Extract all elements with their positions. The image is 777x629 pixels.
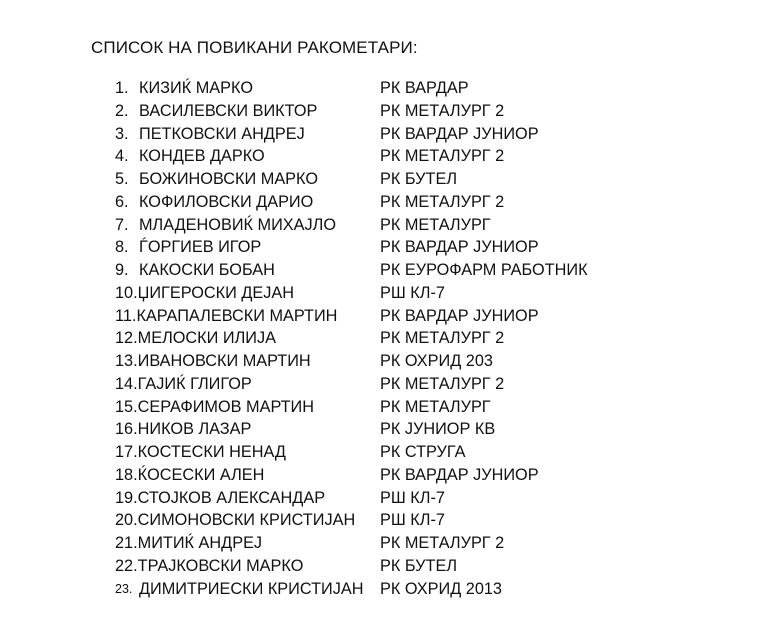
player-club: РК МЕТАЛУРГ 2 xyxy=(380,329,505,348)
player-row xyxy=(0,532,777,555)
player-row xyxy=(0,77,777,100)
player-club: РК МЕТАЛУРГ 2 xyxy=(380,534,505,552)
player-number-name xyxy=(115,487,325,510)
player-number-name xyxy=(115,441,286,464)
player-number: 13. xyxy=(115,352,138,370)
player-number-name xyxy=(115,305,337,328)
player-club: РК МЕТАЛУРГ 2 xyxy=(380,101,505,120)
player-club: РК МЕТАЛУРГ xyxy=(380,397,491,416)
player-number-name xyxy=(115,327,276,350)
player-name: КИЗИЌ МАРКО xyxy=(139,79,253,97)
player-club: РК МЕТАЛУРГ 2 xyxy=(380,147,505,166)
player-name: МИТИЌ АНДРЕЈ xyxy=(137,534,263,552)
player-row xyxy=(0,100,777,123)
player-name: ЌОСЕСКИ АЛЕН xyxy=(137,465,265,484)
player-row xyxy=(0,282,777,305)
player-row xyxy=(0,487,777,510)
player-name: КАКОСКИ БОБАН xyxy=(139,261,275,279)
player-row xyxy=(0,168,777,191)
player-list xyxy=(0,77,777,600)
player-club: РК СТРУГА xyxy=(380,443,466,461)
player-name: СТОЈКОВ АЛЕКСАНДАР xyxy=(137,488,326,507)
player-club: РК МЕТАЛУРГ 2 xyxy=(380,192,505,211)
player-name: ГАЈИЌ ГЛИГОР xyxy=(137,374,252,393)
player-row xyxy=(0,441,777,464)
player-number: 4. xyxy=(115,147,129,166)
player-row xyxy=(0,350,777,373)
player-number-name xyxy=(115,373,252,396)
player-club: РК ОХРИД 203 xyxy=(380,352,493,370)
player-row xyxy=(0,191,777,214)
player-row xyxy=(0,464,777,487)
player-name: МЛАДЕНОВИЌ МИХАЈЛО xyxy=(139,215,336,234)
player-name: СИМОНОВСКИ КРИСТИЈАН xyxy=(137,511,356,530)
player-club: РК ЈУНИОР КВ xyxy=(380,420,496,439)
player-number: 9. xyxy=(115,261,129,279)
player-number-name xyxy=(115,509,355,532)
player-number: 17. xyxy=(115,443,138,461)
player-club: РК ВАРДАР ЈУНИОР xyxy=(380,465,539,484)
player-name: КОНДЕВ ДАРКО xyxy=(139,147,265,166)
player-row xyxy=(0,418,777,441)
player-name: КАРАПАЛЕВСКИ МАРТИН xyxy=(136,306,338,325)
player-name: КОСТЕСКИ НЕНАД xyxy=(137,443,286,461)
player-number: 10. xyxy=(115,283,138,302)
player-row xyxy=(0,373,777,396)
player-number: 21. xyxy=(115,534,138,552)
player-row xyxy=(0,236,777,259)
player-club: РК ВАРДАР xyxy=(380,79,469,97)
player-number: 19. xyxy=(115,488,138,507)
player-row xyxy=(0,259,777,282)
player-club: РШ КЛ-7 xyxy=(380,488,445,507)
player-number: 16. xyxy=(115,420,138,439)
player-number-name xyxy=(115,418,251,441)
player-name: ИВАНОВСКИ МАРТИН xyxy=(137,352,311,370)
player-number: 20. xyxy=(115,511,138,530)
player-club: РК МЕТАЛУРГ 2 xyxy=(380,374,505,393)
player-name: ВАСИЛЕВСКИ ВИКТОР xyxy=(139,101,318,120)
player-number-name xyxy=(115,555,303,578)
player-name: ТРАЈКОВСКИ МАРКО xyxy=(137,556,304,575)
player-number-name xyxy=(115,532,262,555)
player-number-name xyxy=(115,282,294,305)
player-number-name xyxy=(115,464,264,487)
player-name: КОФИЛОВСКИ ДАРИО xyxy=(139,192,314,211)
player-club: РК ОХРИД 2013 xyxy=(380,579,502,598)
player-row xyxy=(0,578,777,601)
document-title: СПИСОК НА ПОВИКАНИ РАКОМЕТАРИ: xyxy=(91,38,418,57)
player-club: РШ КЛ-7 xyxy=(380,511,445,530)
player-number: 22. xyxy=(115,556,138,575)
player-number: 15. xyxy=(115,397,138,416)
player-row xyxy=(0,123,777,146)
player-number: 8. xyxy=(115,238,129,257)
player-name: ДИМИТРИЕСКИ КРИСТИЈАН xyxy=(139,579,364,598)
player-name: БОЖИНОВСКИ МАРКО xyxy=(139,170,318,188)
player-name: НИКОВ ЛАЗАР xyxy=(137,420,252,439)
player-club: РК ВАРДАР ЈУНИОР xyxy=(380,238,539,257)
player-number: 12. xyxy=(115,329,138,348)
player-name: ПЕТКОВСКИ АНДРЕЈ xyxy=(139,124,305,143)
player-number: 11. xyxy=(115,306,137,325)
player-club: РК ЕУРОФАРМ РАБОТНИК xyxy=(380,261,588,279)
player-club: РК БУТЕЛ xyxy=(380,170,458,188)
player-name: ЏИГЕРОСКИ ДЕЈАН xyxy=(137,283,294,302)
player-number: 5. xyxy=(115,170,129,188)
player-row xyxy=(0,396,777,419)
player-number: 14. xyxy=(115,374,138,393)
player-number: 7. xyxy=(115,215,129,234)
player-row xyxy=(0,145,777,168)
player-club: РК ВАРДАР ЈУНИОР xyxy=(380,124,539,143)
player-number-name xyxy=(115,350,311,373)
player-club: РК БУТЕЛ xyxy=(380,556,458,575)
player-row xyxy=(0,555,777,578)
player-number-name xyxy=(115,396,314,419)
player-name: ЃОРГИЕВ ИГОР xyxy=(139,238,262,257)
player-number: 6. xyxy=(115,192,129,211)
player-row xyxy=(0,214,777,237)
player-club: РК МЕТАЛУРГ xyxy=(380,215,491,234)
player-row xyxy=(0,327,777,350)
player-club: РК ВАРДАР ЈУНИОР xyxy=(380,306,539,325)
player-name: МЕЛОСКИ ИЛИЈА xyxy=(137,329,276,348)
player-number: 1. xyxy=(115,79,129,97)
player-name: СЕРАФИМОВ МАРТИН xyxy=(137,397,314,416)
player-row xyxy=(0,305,777,328)
player-number: 2. xyxy=(115,101,129,120)
player-number: 18. xyxy=(115,465,138,484)
player-number: 23. xyxy=(115,581,133,596)
player-number: 3. xyxy=(115,124,129,143)
player-club: РШ КЛ-7 xyxy=(380,283,445,302)
player-row xyxy=(0,509,777,532)
